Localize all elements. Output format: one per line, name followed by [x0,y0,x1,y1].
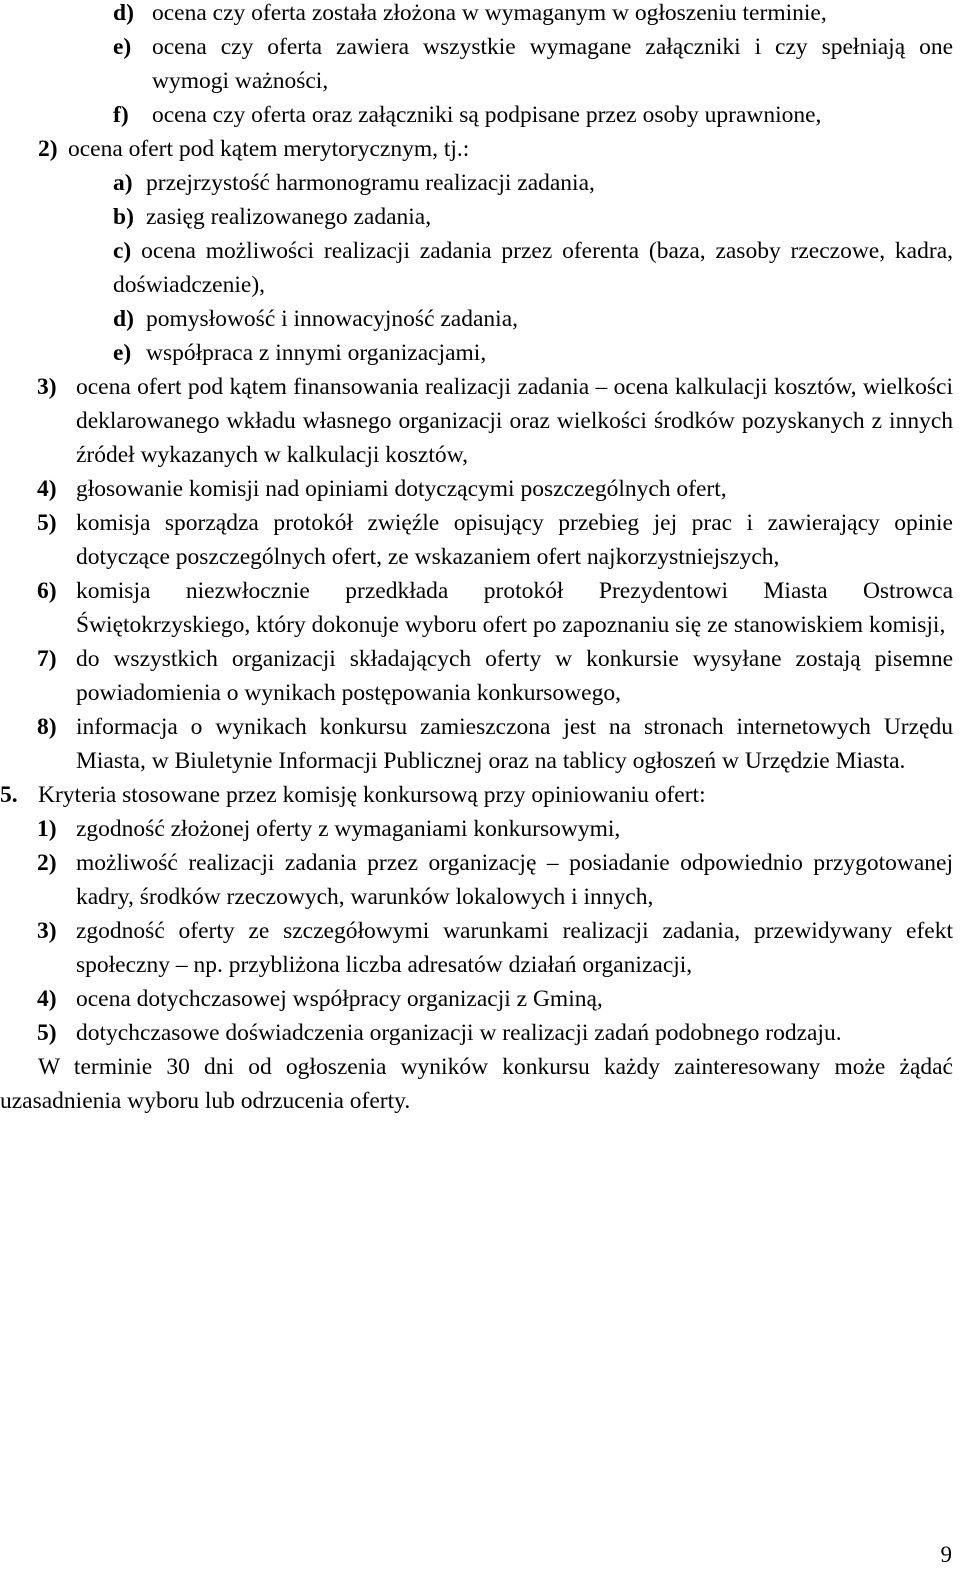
list-item-text: współpraca z innymi organizacjami, [146,340,487,366]
list-item-text: zgodność złożonej oferty z wymaganiami konkursowymi, [76,816,621,842]
list-item-label: e) [113,340,132,366]
list-item [0,166,960,200]
list-item-label: 7) [37,646,57,672]
list-item-label: 8) [37,714,57,740]
list-item-text: zasięg realizowanego zadania, [146,204,432,230]
list-item [0,132,960,166]
list-item [0,982,960,1016]
list-item [0,472,960,506]
list-item [0,302,960,336]
list-item [0,914,960,982]
list-item-text: zgodność oferty ze szczegółowymi warunkami realizacji zadania, przewidywany efekt społeczny – np. przybliżona liczba adresatów działań organizacji, [76,918,953,978]
list-item-label: 3) [37,374,57,400]
list-item [0,336,960,370]
list-item-label: d) [113,0,134,26]
list-item-text: do wszystkich organizacji składających oferty w konkursie wysyłane zostają pisemne powiadomienia o wynikach postępowania konkursowego, [76,646,953,706]
list-item-text: głosowanie komisji nad opiniami dotyczącymi poszczególnych ofert, [76,476,727,502]
list-item-text: komisja sporządza protokół zwięźle opisujący przebieg jej prac i zawierający opinie dotyczące poszczególnych ofert, ze wskazaniem ofert najkorzystniejszych, [76,510,953,570]
section-heading [0,778,960,812]
list-item-text: ocena możliwości realizacji zadania przez oferenta (baza, zasoby rzeczowe, kadra, doświadczenie), [113,238,953,298]
list-item-label: a) [113,170,133,196]
list-item-text: ocena czy oferta została złożona w wymaganym w ogłoszeniu terminie, [152,0,827,26]
list-item-label: b) [113,204,134,230]
list-item [0,370,960,472]
list-item [0,642,960,710]
list-item-label: c) [113,238,132,264]
list-item [0,200,960,234]
list-item [0,710,960,778]
list-item-text: ocena czy oferta oraz załączniki są podpisane przez osoby uprawnione, [152,102,822,128]
list-item [0,574,960,642]
list-item-text: ocena czy oferta zawiera wszystkie wymagane załączniki i czy spełniają one wymogi ważności, [152,34,953,94]
section-text: Kryteria stosowane przez komisję konkursową przy opiniowaniu ofert: [38,782,706,808]
list-item-text: informacja o wynikach konkursu zamieszczona jest na stronach internetowych Urzędu Miasta, w Biuletynie Informacji Publicznej oraz na tablicy ogłoszeń w Urzędzie Miasta. [76,714,953,774]
list-item-label: f) [113,102,129,128]
list-item-label: 4) [37,476,57,502]
list-item [0,0,960,30]
list-item [0,846,960,914]
list-item-label: 4) [37,986,57,1012]
list-item [0,506,960,574]
list-item-text: możliwość realizacji zadania przez organizację – posiadanie odpowiednio przygotowanej kadry, środków rzeczowych, warunków lokalowych i innych, [76,850,953,910]
list-item-label: 6) [37,578,57,604]
list-item-label: 3) [37,918,57,944]
list-item-text: ocena ofert pod kątem merytorycznym, tj.: [68,136,470,162]
list-item-label: 2) [37,850,57,876]
section-number: 5. [0,782,18,808]
list-item [0,1016,960,1050]
list-item-text: komisja niezwłocznie przedkłada protokół Prezydentowi Miasta Ostrowca Świętokrzyskiego, który dokonuje wyboru ofert po zapoznaniu się ze stanowiskiem komisji, [76,578,953,638]
list-item-text: pomysłowość i innowacyjność zadania, [146,306,518,332]
list-item-label: d) [113,306,134,332]
list-item-label: 5) [37,510,57,536]
list-item [0,30,960,98]
list-item-text: dotychczasowe doświadczenia organizacji w realizacji zadań podobnego rodzaju. [76,1020,842,1046]
list-item-label: 2) [38,136,58,162]
closing-paragraph: W terminie 30 dni od ogłoszenia wyników konkursu każdy zainteresowany może żądać uzasadnienia wyboru lub odrzucenia oferty. [0,1054,953,1114]
list-item [0,98,960,132]
list-item-label: e) [113,34,132,60]
list-item-text: ocena dotychczasowej współpracy organizacji z Gminą, [76,986,603,1012]
list-item [0,812,960,846]
list-item-label: 1) [37,816,57,842]
list-item-text: ocena ofert pod kątem finansowania realizacji zadania – ocena kalkulacji kosztów, wielkości deklarowanego wkładu własnego organizacji oraz wielkości środków pozyskanych z innych źródeł wykazanych w kalkulacji kosztów, [76,374,953,468]
list-item-label: 5) [37,1020,57,1046]
list-item [0,234,960,302]
list-item-text: przejrzystość harmonogramu realizacji zadania, [146,170,595,196]
page-number: 9 [940,1542,952,1567]
